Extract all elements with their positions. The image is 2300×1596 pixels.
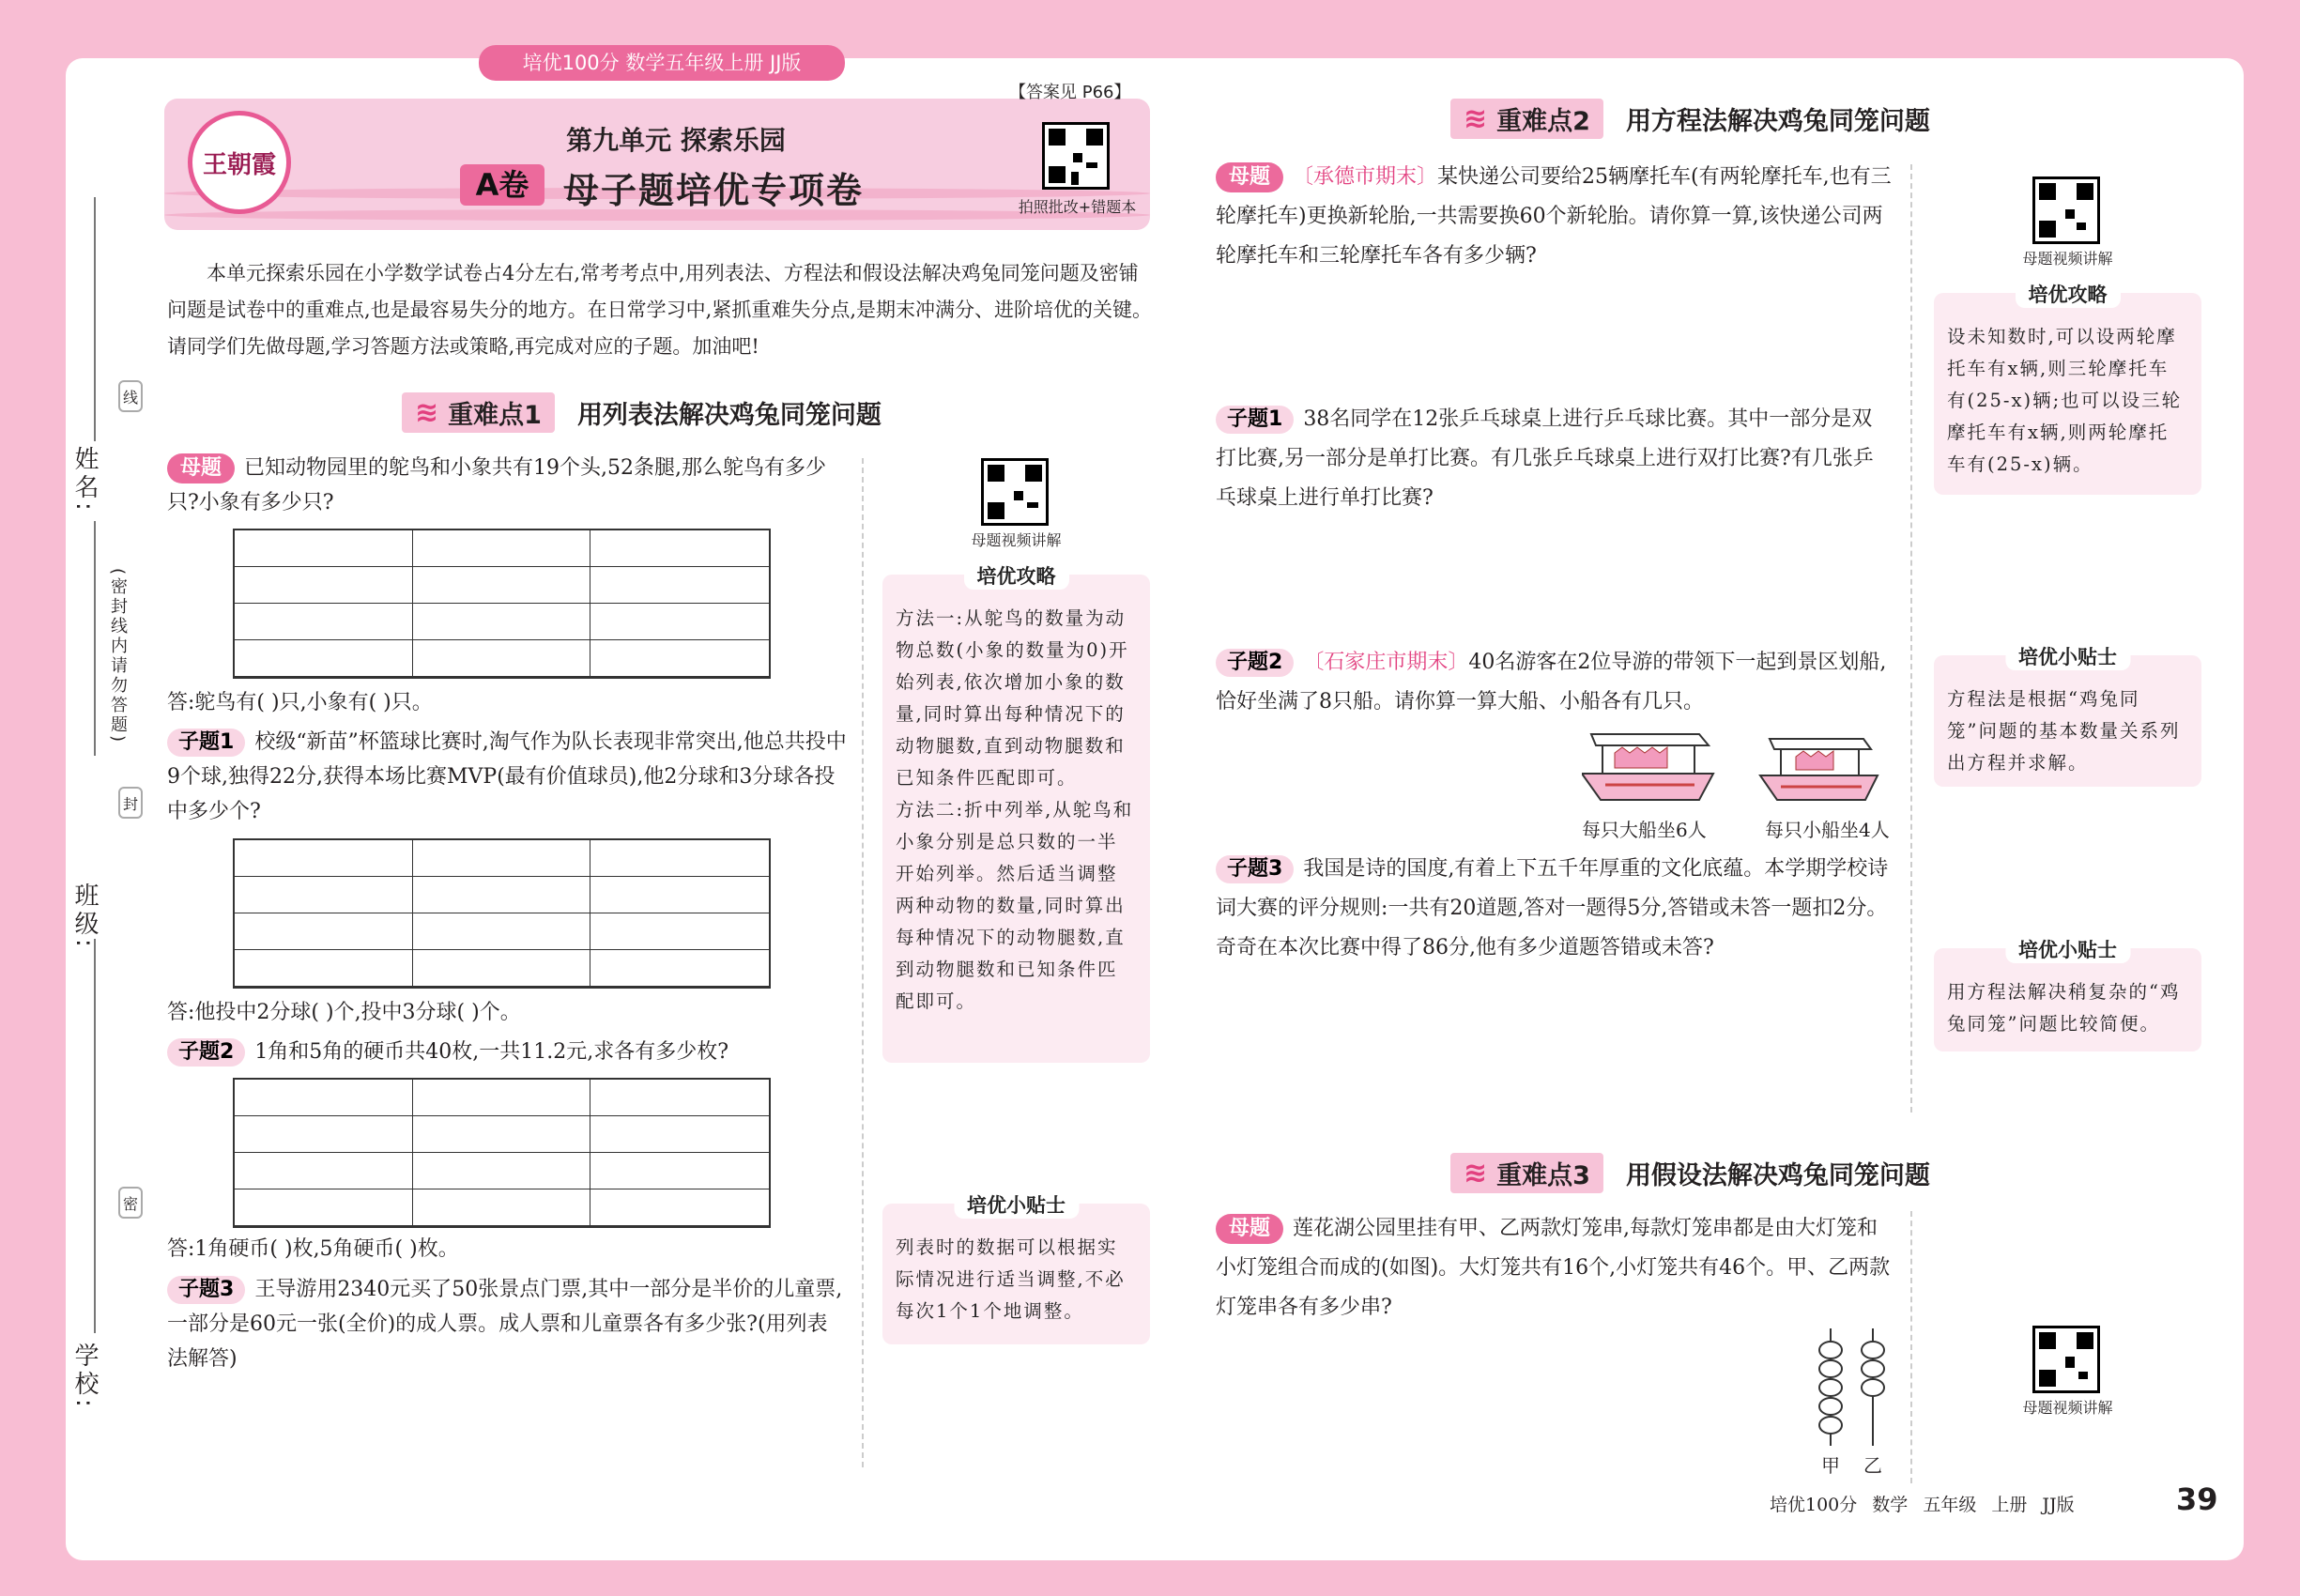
sub-tag-1: 子题1 bbox=[167, 729, 245, 757]
seal-note: (密封线内请勿答题) bbox=[108, 568, 128, 745]
qr-code-icon[interactable] bbox=[2032, 1326, 2100, 1393]
page-number: 39 bbox=[2176, 1481, 2218, 1517]
tips-panel-2 bbox=[882, 1194, 1150, 1344]
seal-feng: 封 bbox=[118, 787, 143, 819]
small-boat-icon bbox=[1760, 739, 1878, 800]
name-line bbox=[94, 197, 96, 441]
s2-mother-text: 某快递公司要给25辆摩托车(有两轮摩托车,也有三轮摩托车)更换新轮胎,一共需要换60个新轮胎。请你算一算,该快递公司两轮摩托车和三轮摩托车各有多少辆? bbox=[1216, 165, 1892, 268]
mother-tag: 母题 bbox=[1216, 162, 1283, 192]
key-point-1 bbox=[402, 392, 882, 433]
seal-mi: 密 bbox=[118, 1187, 143, 1219]
s2-source: 〔承德市期末〕 bbox=[1293, 165, 1438, 189]
tips-method-1: 方法一:从鸵鸟的数量为动物总数(小象的数量为0)开始列表,依次增加小象的数量,同时算出每种情况下的动物腿数,直到动物腿数和已知条件匹配即可。 bbox=[896, 607, 1129, 789]
s1-z1-text: 校级“新苗”杯篮球比赛时,淘气作为队长表现非常突出,他总共投中9个球,独得22分,获得本场比赛MVP(最有价值球员),他2分球和3分球各投中多少个? bbox=[167, 730, 847, 823]
answer-table-1[interactable] bbox=[233, 529, 771, 679]
s3-mother-text: 莲花湖公园里挂有甲、乙两款灯笼串,每款灯笼串都是由大灯笼和小灯笼组合而成的(如图)。大灯笼共有16个,小灯笼共有46个。甲、乙两款灯笼串各有多少串? bbox=[1216, 1217, 1891, 1319]
kp1-title: 用列表法解决鸡兔同笼问题 bbox=[576, 401, 882, 430]
column-divider-right bbox=[1910, 164, 1912, 1113]
sub-tag-1: 子题1 bbox=[1216, 406, 1294, 434]
qr-label-top: 拍照批改+错题本 bbox=[1018, 198, 1137, 216]
tips-panel-2-body: 列表时的数据可以根据实际情况进行适当调整,不必每次1个1个地调整。 bbox=[896, 1236, 1126, 1322]
tips-panel-5-body: 用方程法解决稍复杂的“鸡兔同笼”问题比较简便。 bbox=[1947, 981, 2181, 1035]
tips-panel-5-title: 培优小贴士 bbox=[2005, 935, 2130, 963]
s1-subquestion-3 bbox=[167, 1272, 848, 1376]
mother-tag: 母题 bbox=[1216, 1214, 1283, 1244]
school-label: 学校: bbox=[70, 1343, 99, 1411]
mother-tag: 母题 bbox=[167, 453, 235, 483]
tips-panel-4 bbox=[1934, 646, 2201, 787]
wave-icon: ≋ bbox=[1464, 1157, 1488, 1189]
s3-mother-question bbox=[1216, 1209, 1892, 1327]
big-boat-caption: 每只大船坐6人 bbox=[1582, 819, 1707, 841]
school-line bbox=[94, 1080, 96, 1333]
answer-table-2[interactable] bbox=[233, 838, 771, 989]
wave-icon: ≋ bbox=[415, 396, 439, 429]
lantern-strings-illustration bbox=[1807, 1328, 1892, 1455]
tips-panel-1 bbox=[882, 565, 1150, 1063]
intro-text: 本单元探索乐园在小学数学试卷占4分左右,常考考点中,用列表法、方程法和假设法解决鸡兔同笼问题及密铺问题是试卷中的重难点,也是最容易失分的地方。在日常学习中,紧抓重难失分点,是期末冲满分、进阶培优的关键。请同学们先做母题,学习答题方法或策略,再完成对应的子题。加油吧! bbox=[167, 262, 1153, 358]
column-divider-right-2 bbox=[1910, 1211, 1912, 1483]
sub-tag-2: 子题2 bbox=[167, 1038, 245, 1067]
kp2-title: 用方程法解决鸡兔同笼问题 bbox=[1625, 107, 1930, 136]
wave-icon: ≋ bbox=[1464, 102, 1488, 135]
series-header: 培优100分 数学五年级上册 JJ版 bbox=[479, 45, 845, 81]
binding-line bbox=[94, 521, 96, 756]
video-label-2: 母题视频讲解 bbox=[2022, 250, 2113, 268]
lantern-string-jia-icon bbox=[1819, 1328, 1842, 1446]
s2-subquestion-1 bbox=[1216, 400, 1892, 518]
s1-z2-text: 1角和5角的硬币共40枚,一共11.2元,求各有多少枚? bbox=[254, 1040, 729, 1064]
a-paper-badge: A卷 bbox=[460, 164, 544, 206]
class-label: 班级: bbox=[70, 882, 99, 951]
unit-title: 第九单元 探索乐园 bbox=[566, 125, 786, 156]
name-label: 姓名: bbox=[70, 446, 99, 514]
tips-panel-3-body: 设未知数时,可以设两轮摩托车有x辆,则三轮摩托车有(25-x)辆;也可以设三轮摩托车有x辆,则两轮摩托车有(25-x)辆。 bbox=[1947, 326, 2183, 475]
s2-subquestion-3 bbox=[1216, 850, 1892, 968]
seal-xian: 线 bbox=[118, 380, 143, 412]
s1-z3-text: 王导游用2340元买了50张景点门票,其中一部分是半价的儿童票,一部分是60元一张(全价)的成人票。成人票和儿童票各有多少张?(用列表法解答) bbox=[167, 1278, 843, 1371]
tips-panel-4-body: 方程法是根据“鸡兔同笼”问题的基本数量关系列出方程并求解。 bbox=[1947, 688, 2181, 774]
main-title: 母子题培优专项卷 bbox=[563, 170, 865, 211]
page-footer: 培优100分 数学 五年级 上册 JJ版 bbox=[1770, 1495, 2075, 1515]
s2-z2-text: 40名游客在2位导游的带领下一起到景区划船,恰好坐满了8只船。请你算一算大船、小船各有几只。 bbox=[1216, 651, 1887, 714]
lantern-string-yi-icon bbox=[1862, 1328, 1884, 1446]
kp3-tag: 重难点3 bbox=[1496, 1161, 1590, 1190]
s1-subquestion-2 bbox=[167, 1035, 848, 1069]
small-boat-caption: 每只小船坐4人 bbox=[1765, 819, 1890, 841]
label-jia: 甲 bbox=[1821, 1454, 1840, 1477]
video-label-1: 母题视频讲解 bbox=[971, 531, 1062, 549]
s1-answer-0: 答:鸵鸟有( )只,小象有( )只。 bbox=[167, 691, 433, 714]
big-boat-icon bbox=[1582, 734, 1713, 800]
s2-mother-question bbox=[1216, 158, 1892, 276]
key-point-2 bbox=[1450, 99, 1930, 139]
sub-tag-3: 子题3 bbox=[1216, 855, 1294, 883]
column-divider-left bbox=[862, 458, 864, 1467]
s1-mother-question bbox=[167, 451, 848, 520]
label-yi: 乙 bbox=[1863, 1454, 1882, 1477]
s2-z2-source: 〔石家庄市期末〕 bbox=[1303, 651, 1469, 674]
kp2-tag: 重难点2 bbox=[1496, 107, 1590, 136]
qr-code-icon[interactable] bbox=[1042, 122, 1110, 190]
sub-tag-2: 子题2 bbox=[1216, 649, 1294, 677]
s1-mother-text: 已知动物园里的鸵鸟和小象共有19个头,52条腿,那么鸵鸟有多少只?小象有多少只? bbox=[167, 456, 826, 514]
logo-text: 王朝霞 bbox=[202, 151, 276, 179]
sub-tag-3: 子题3 bbox=[167, 1276, 245, 1304]
video-label-3: 母题视频讲解 bbox=[2022, 1399, 2113, 1417]
boat-illustrations bbox=[1582, 725, 1901, 819]
tips-panel-5 bbox=[1934, 939, 2201, 1051]
answer-table-3[interactable] bbox=[233, 1078, 771, 1228]
s2-subquestion-2 bbox=[1216, 643, 1892, 722]
kp3-title: 用假设法解决鸡兔同笼问题 bbox=[1625, 1161, 1930, 1190]
key-point-3 bbox=[1450, 1153, 1930, 1193]
tips-panel-3-title: 培优攻略 bbox=[2016, 280, 2121, 308]
qr-code-icon[interactable] bbox=[981, 458, 1049, 526]
answer-reference: 【答案见 P66】 bbox=[1009, 83, 1131, 102]
tips-method-2: 方法二:折中列举,从鸵鸟和小象分别是总只数的一半开始列举。然后适当调整两种动物的数量,同时算出每种情况下的动物腿数,直到动物腿数和已知条件匹配即可。 bbox=[896, 799, 1134, 1012]
tips-panel-3 bbox=[1934, 284, 2201, 495]
s1-subquestion-1 bbox=[167, 725, 848, 829]
s2-z3-text: 我国是诗的国度,有着上下五千年厚重的文化底蕴。本学期学校诗词大赛的评分规则:一共有20道题,答对一题得5分,答错或未答一题扣2分。奇奇在本次比赛中得了86分,他有多少道题答错或未答? bbox=[1216, 857, 1889, 959]
qr-code-icon[interactable] bbox=[2032, 176, 2100, 244]
s1-answer-2: 答:1角硬币( )枚,5角硬币( )枚。 bbox=[167, 1237, 459, 1261]
kp1-tag: 重难点1 bbox=[448, 401, 542, 430]
s2-z1-text: 38名同学在12张乒乓球桌上进行乒乓球比赛。其中一部分是双打比赛,另一部分是单打比赛。有几张乒乓球桌上进行双打比赛?有几张乒乓球桌上进行单打比赛? bbox=[1216, 407, 1874, 510]
tips-panel-4-title: 培优小贴士 bbox=[2005, 642, 2130, 670]
brand-logo bbox=[188, 111, 291, 214]
s1-answer-1: 答:他投中2分球( )个,投中3分球( )个。 bbox=[167, 1001, 521, 1024]
tips-panel-1-title: 培优攻略 bbox=[964, 561, 1069, 590]
tips-panel-2-title: 培优小贴士 bbox=[954, 1190, 1079, 1219]
